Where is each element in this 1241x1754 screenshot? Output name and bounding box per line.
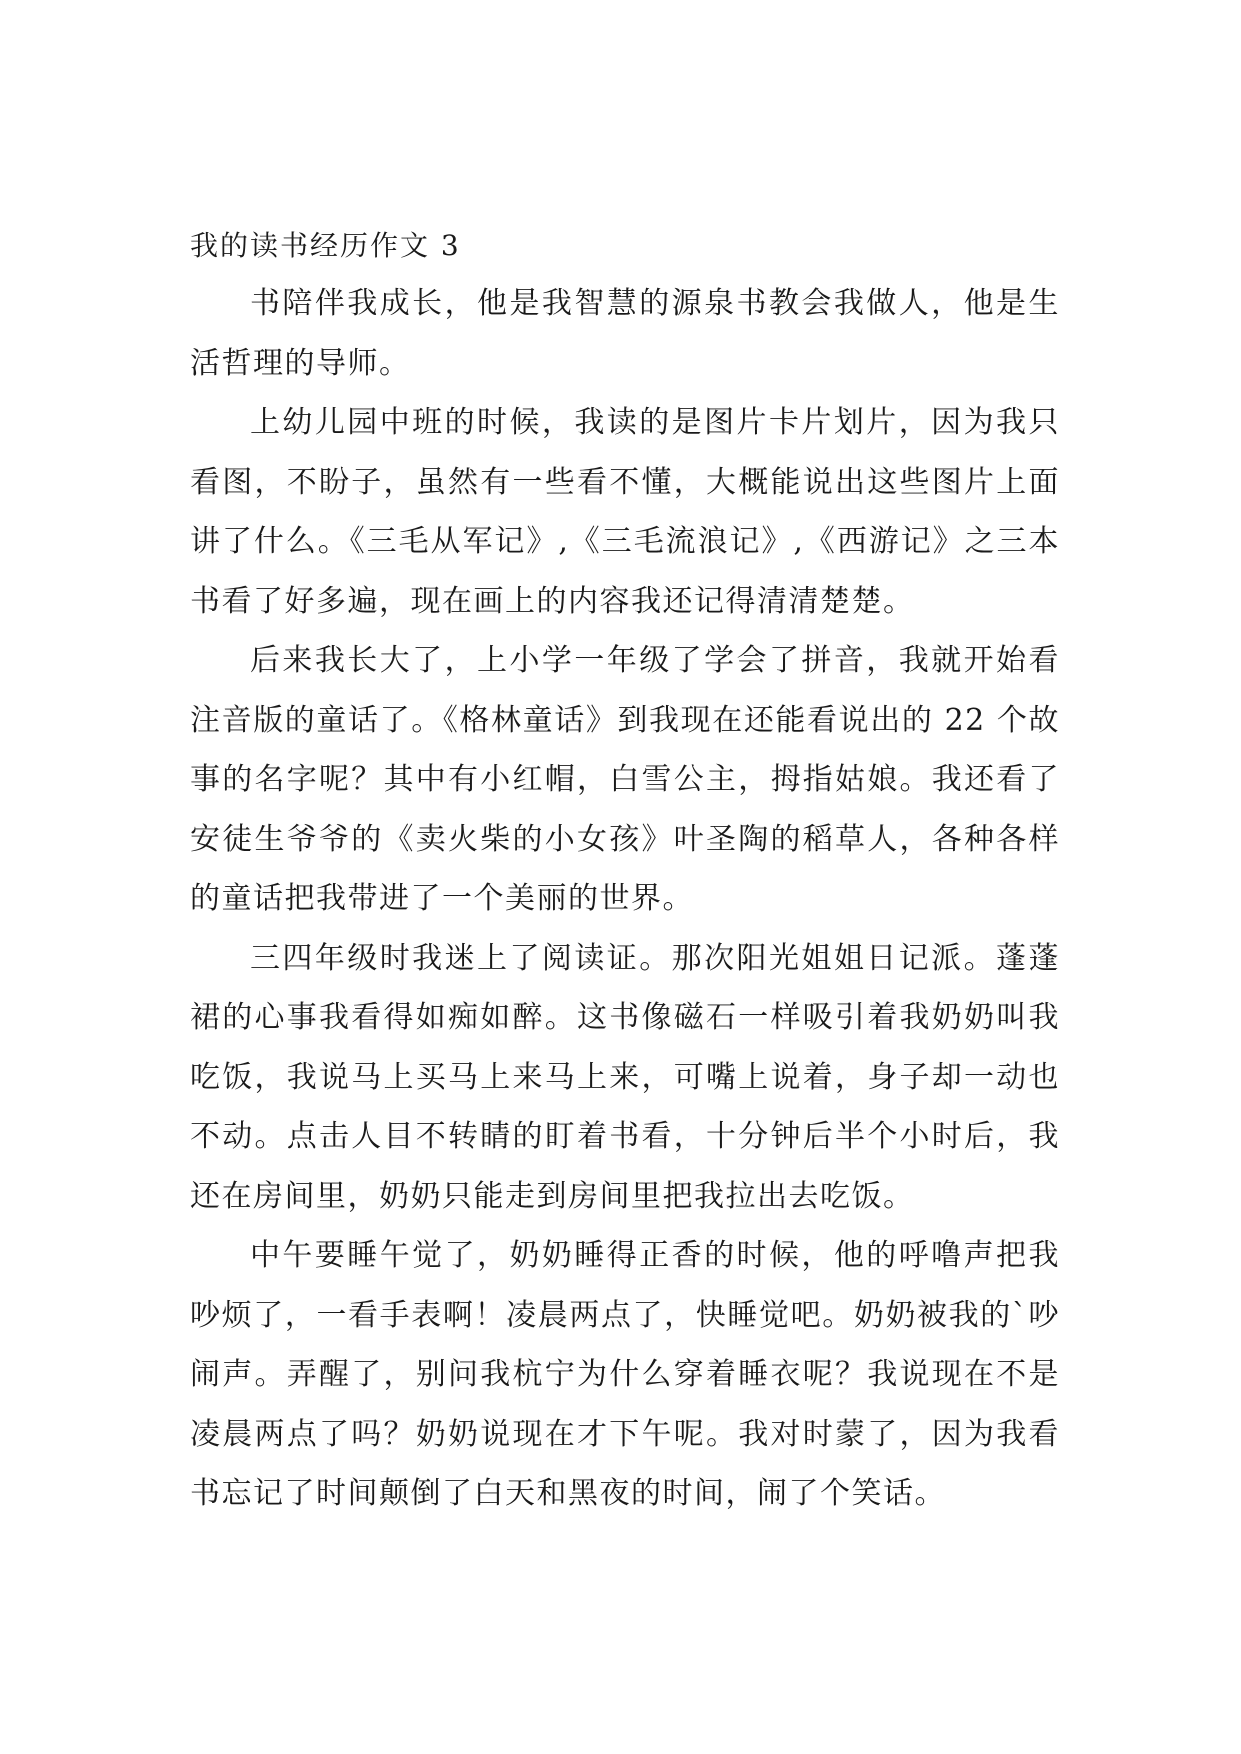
document-page [190, 218, 1060, 1524]
document-title: 我的读书经历作文 3 [190, 229, 461, 262]
paragraph-5: 中午要睡午觉了，奶奶睡得正香的时候，他的呼噜声把我吵烦了，一看手表啊！凌晨两点了，快睡觉吧。奶奶被我的`吵闹声。弄醒了，别问我杭宁为什么穿着睡衣呢？我说现在不是凌晨两点了吗？奶奶说现在才下午呢。我对时蒙了，因为我看书忘记了时间颠倒了白天和黑夜的时间，闹了个笑话。 [190, 1238, 1060, 1511]
paragraph-3: 后来我长大了，上小学一年级了学会了拼音，我就开始看注音版的童话了。《格林童话》到我现在还能看说出的 22 个故事的名字呢？其中有小红帽，白雪公主，拇指姑娘。我还看了安徒生爷爷的《卖火柴的小女孩》叶圣陶的稻草人，各种各样的童话把我带进了一个美丽的世界。 [190, 643, 1060, 916]
paragraph-4: 三四年级时我迷上了阅读证。那次阳光姐姐日记派。蓬蓬裙的心事我看得如痴如醉。这书像磁石一样吸引着我奶奶叫我吃饭，我说马上买马上来马上来，可嘴上说着，身子却一动也不动。点击人目不转睛的盯着书看，十分钟后半个小时后，我还在房间里，奶奶只能走到房间里把我拉出去吃饭。 [190, 940, 1060, 1214]
paragraph-2: 上幼儿园中班的时候，我读的是图片卡片划片，因为我只看图，不盼子，虽然有一些看不懂，大概能说出这些图片上面讲了什么。《三毛从军记》,《三毛流浪记》,《西游记》之三本书看了好多遍，现在画上的内容我还记得清清楚楚。 [190, 405, 1060, 619]
paragraph-1: 书陪伴我成长，他是我智慧的源泉书教会我做人，他是生活哲理的导师。 [190, 286, 1060, 381]
